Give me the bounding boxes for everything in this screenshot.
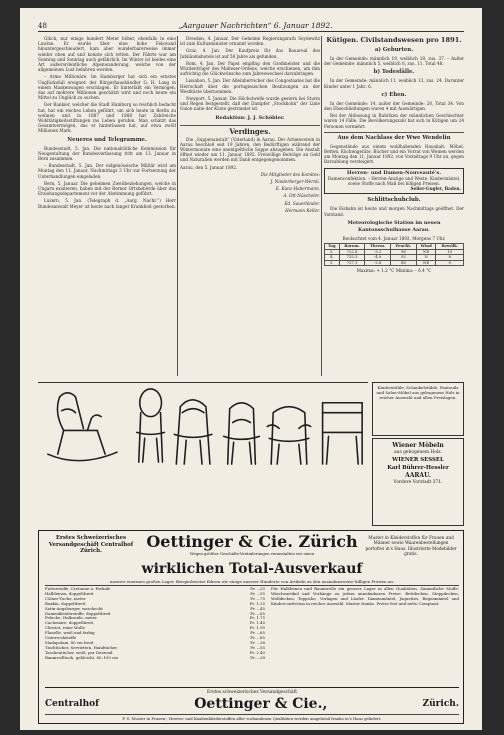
item-name: Peluche, Halbseide, meter: [45, 615, 97, 621]
table-header: Wind: [416, 244, 436, 250]
item-name: Flanelle, weiß und farbig: [45, 630, 95, 636]
rocking-chair-icon: [48, 393, 117, 461]
chairs-illustration: [38, 382, 368, 468]
article-text: Der Bankier, welcher die Stadt Hamburg so reichlich bedacht hat, hat ein reiches Leben geführt, um sich heute in Berlin zu wohnen und in 1887 und 1888 hat Zahlreiche Wohltätigkeitsstiftungen ins Leben gerufen. Man schätzt das Gesamtvermögen, das er hinterlassen hat, auf etwa zwölf Millionen Mark.: [38, 102, 176, 134]
article-text: Glück, nur einige hundert Meter höher, ebenfalls in eine Lawine. Er wurde über eine hohe Felswand hinuntergeschleudert, kam aber wunderbarerweise immer wieder oben auf und konnte sich retten. Der Fährte war am Sonntag und Sonntag auch gefährlich. Im Winter ist beides eine Art außerordentliche Alpenwanderung, welche von der allgemeinen Lust befahren werden.: [38, 36, 176, 73]
civil-registry-heading: Kütigen. Civilstandswesen pro 1891.: [326, 36, 462, 44]
table-row: [325, 260, 464, 266]
column-3: [324, 36, 464, 376]
member: A. Ott-Nüscheler.: [283, 193, 320, 199]
item-name: Buxkin, doppeltbreit: [45, 600, 86, 606]
member: J. Niederberger-Wernli.: [270, 179, 320, 185]
cell: N: [416, 255, 436, 261]
telegram: Graz, 4. Jan. Der Kaufpreis für das Bauareal des Jubiläumshotels ist auf 58 Jahre als gefunden.: [180, 48, 320, 59]
ad-body: Damenconfektion. – Herren-Anzüge und Weste, Kindermäntel, sowie Stoffe nach Maß bei billigen Preisen.: [327, 175, 461, 187]
chair-icon: [137, 389, 165, 462]
club-heading: Schlittschuhclub.: [367, 197, 421, 204]
meteo-subheading: Beobachtet vom 4. Januar 1892, Morgens 7 Uhr.: [342, 235, 446, 241]
table-header: Feucht.: [390, 244, 416, 250]
page-number: 48: [38, 22, 47, 30]
notice-text: Die „Suppenanstalt“ (Vaterland) in Aarau. Der Armenverein in Aarau beschloß seit 19 Jahren, den Bedürftigen während der Wintermonate eine unentgeltliche Suppe abzugeben. Die Anstalt öffnet wieder am 11. Januar 1892. Freiwillige Beiträge an Geld und Naturalien werden mit Dank entgegengenommen.: [180, 136, 320, 163]
item-price: Fr. 2.40: [249, 649, 265, 655]
ad-headline: wirklichen Total-Ausverkauf: [141, 561, 363, 577]
cell: 9: [436, 260, 464, 266]
footer-brand: Oettinger & Cie.,: [194, 696, 328, 712]
price-list: [45, 587, 265, 661]
footer-left: Centralhof: [45, 699, 99, 709]
meteo-extremes: Maxima: + 1.2 °C Minima: – 6.4 °C: [356, 268, 432, 274]
furniture-note: [372, 382, 464, 436]
item-name: Cheviot, reine Wolle: [45, 625, 85, 631]
ad-product: WIENER SESSEL: [392, 457, 444, 463]
page-header: [38, 18, 464, 32]
ad-address: Vordere Vorstadt 371.: [393, 480, 443, 485]
item-name: Madapolam, 80 cm breit: [45, 639, 94, 645]
item-name: Tischtücher, Servietten, Handtücher: [45, 644, 118, 650]
committee-heading: Die Mitglieder des Komites:: [260, 171, 320, 177]
column-1: [38, 36, 176, 376]
table-header: Barom.: [339, 244, 365, 250]
item-price: Fr. –.28: [250, 654, 265, 660]
ad-subtitle: aus gebogenem Holz.: [394, 450, 442, 455]
cell: 92: [390, 255, 416, 261]
item-name: Unterrockstoffe: [45, 635, 77, 641]
ad-title: Wiener Möbeln: [392, 442, 444, 449]
ad-footer-line: Erstes schweizerisches Versandgeschäft: [45, 687, 459, 695]
telegram: Luzern, 5. Jan. (Telegraph d. „Aarg. Nachr.“) Herr Bundesanwalt Meyer ist heute nach langer Krankheit gestorben.: [38, 198, 176, 209]
column-divider: [321, 36, 322, 376]
subheading: c) Ehen.: [381, 91, 407, 98]
chair-icon: [174, 400, 212, 464]
ad-signature: Seiler-Gugler, Baden.: [410, 186, 461, 192]
item-price: Fr. 1.75: [249, 615, 265, 621]
ad-right-text: Für Halbleinen und Baumwolle ein grosses Lager in allen Qualitäten. Sämmtliche Stoffe, Wäscheartikel und Vorhänge zu jedem annehmbaren Preise. Bettdecken, Steppdecken, Wolldecken, Teppiche, Vorlagen und Läufer. Damenmäntel, Jaquettes, Regenmäntel und Kinderconfection in reicher Auswahl. Muster franko. Preise fest und netto Comptant.: [271, 586, 459, 606]
section-heading: Neueres und Telegramme.: [67, 136, 147, 143]
oettinger-advertisement: [38, 530, 464, 724]
item-name: Satin-Augsburger, waschecht: [45, 605, 103, 611]
subheading: a) Geburten.: [374, 47, 414, 53]
cell: -3.2: [365, 249, 390, 255]
item-name: Taschentücher, weiß, per Dutzend: [45, 649, 113, 655]
armchair-icon: [267, 407, 310, 464]
item-price: Fr. 1.95: [249, 625, 265, 631]
cell: 4.: [325, 255, 340, 261]
chair-icon: [224, 403, 260, 464]
item-price: Fr. 1.25: [249, 600, 265, 606]
ad-title: Herren- und Damen-Nouveauté's.: [346, 169, 442, 176]
weather-table: [324, 243, 464, 266]
ad-topright: Muster in Kleiderstoffen für Frauen und Männer sowie Waarenbestellungen portofrei in's Haus. Illustrierte Modebilder gratis.: [365, 535, 457, 557]
telegram: Rom, 4. Jan. Der Papst empfing den Großmeister und die Würdenträger des Malteser-Ordens, welche erschienen, um ihm aufrichtig die Glückwünsche zum Jahreswechsel darzubringen.: [180, 60, 320, 77]
item-price: Fr. –.65: [250, 630, 265, 636]
column-divider: [177, 36, 178, 376]
cell: -4.0: [365, 255, 390, 261]
ad-footer: [45, 696, 459, 712]
meteo-heading: Meteorologische Station im neuen Kantonsschulhause Aarau.: [347, 219, 441, 233]
item-price: Fr. 1.45: [249, 620, 265, 626]
item-price: Fr. –.55: [250, 644, 265, 650]
furniture-note-text: Kinderstühle, Schaukelstühle, Fauteuils und Salon-Möbel aus gebogenem Holz in reicher Auswahl und allen Preislagen.: [376, 385, 460, 400]
ad-city: AARAU.: [405, 472, 431, 479]
item-price: Fr. –.55: [250, 590, 265, 596]
cell: NE: [416, 249, 436, 255]
cell: 5.: [325, 260, 340, 266]
ad-topleft: Erstes Schweizerisches Versandgeschäft Centralhof Zürich.: [48, 535, 134, 555]
member: E. Kunz-Habermann.: [275, 186, 320, 192]
cell: 722.6: [339, 249, 365, 255]
registry-note: Bei der Abfassung in Rubriken der männlichen Geschlechter waren 14 Fälle. Die Bevölkerungszahl hat sich in Kütigen um 24 Personen vermehrt.: [324, 113, 464, 129]
item-price: Fr. –.65: [250, 610, 265, 616]
bench-icon: [323, 403, 363, 464]
cell: 725.3: [339, 255, 365, 261]
notice-heading: Verdinges.: [180, 125, 320, 135]
cell: NE: [416, 260, 436, 266]
item-name: Futterstoffe, Cretonne u. Perkale: [45, 586, 111, 591]
table-header: Bewölk.: [436, 244, 464, 250]
telegram: Dresden, 4. Januar. Der Geheime Regierungsrath Seydewitz ist zum Kultusminister ernannt worden.: [180, 36, 320, 47]
item-price: Fr. –.25: [250, 586, 265, 591]
item-price: Fr. –.45: [250, 605, 265, 611]
ad-heading: Aus dem Nachlass der Wwe Wendelin: [324, 132, 464, 142]
item-name: Damenkleiderstoffe, doppeltbreit: [45, 610, 111, 616]
footer-city: Zürich.: [422, 699, 459, 709]
item-price: Fr. –.38: [250, 639, 265, 645]
cell: 10: [436, 249, 464, 255]
newspaper-page: [20, 8, 482, 730]
ad-text: Gegenstände aus einem wohlhabenden Haushalt: Möbel, Betten, Küchengeräte, Bücher und ein Vorrat von Weinen werden am Montag den 11. Januar 1892, von Vormittags 9 Uhr an, gegen Barzahlung versteigert.: [324, 143, 464, 165]
registry-text: In der Gemeinde: 14, außer der Gemeinde: 20, Total 34. Von den Eheschließungen waren 4 mit Auswärtigen.: [324, 100, 464, 112]
ad-merchant: Karl Bührer-Hessler: [387, 465, 449, 471]
item-price: Fr. –.75: [250, 595, 265, 601]
item-name: Cachemire, doppeltbreit: [45, 620, 94, 626]
telegram: Bundesstadt, 5. Jan. Die nationalrätliche Kommission für Neugestaltung der Bundesverfassung tritt am 13. Januar in Bern zusammen.: [38, 145, 176, 162]
telegram: Bern, 5. Januar. Die geheimen Zweitbeziehungen, welche in Ungarn existieren, haben mit der Berner Ortsbehörde über das Erziehungsdepartement vor der Abstimmung geführt.: [38, 180, 176, 197]
registry-text: In der Gemeinde: männlich 19, weiblich 18, zus. 37. – Außer der Gemeinde: männlich 5, weiblich 6, zus. 11. Total 48.: [324, 56, 464, 67]
table-header: Therm.: [365, 244, 390, 250]
item-price: Fr. –.85: [250, 635, 265, 641]
item-name: Halbleinen, doppeltbreit: [45, 590, 94, 596]
member: Ed. Sauerländer.: [284, 200, 320, 206]
telegram: Newport, 5. Januar. Die Höchstwelle wurde gestern bei Sturm und Regen festgestellt, daß der Dampfer „Stockholm“ der Linie Guion nahe der Küste gestrandet ist.: [180, 96, 320, 112]
telegram: Lissabon, 5. Jan. Der Alleinherrscher des Congostaates hat die Herrschaft über die portugiesischen Besitzungen an der Westküste übernommen.: [180, 78, 320, 94]
club-text: Die Eisbahn ist heute und morgen Nachmittags geöffnet. Der Vorstand.: [324, 206, 464, 217]
column-2: [180, 36, 320, 376]
registry-text: In der Gemeinde: männlich 11, weiblich 13, zus. 24. Darunter Kinder unter 1 Jahr: 6.: [324, 78, 464, 89]
item-name: Baumwolltuch, gebleicht, 80–100 cm: [45, 654, 118, 660]
wiener-moebel-ad: [372, 438, 464, 526]
cell: 727.1: [339, 260, 365, 266]
notice-date: Aarau, den 5. Januar 1892.: [180, 164, 238, 170]
table-header: Tag: [325, 244, 340, 250]
cell: -2.8: [365, 260, 390, 266]
editor-line: Redaktion: J. J. Schöbler.: [215, 114, 285, 121]
article-text: – Arme Millionäre. Im Hamburger hat sich ein ernstes Unglücksfall ereignet: der Bürgerhaushändler G. H. Lang in einem Maskenwagen erschlagen. Er hinterläßt ein Vermögen, das auf mehrere Millionen geschätzt wird und noch heute ein Mittel zu Unglück zu suchen.: [38, 74, 176, 101]
item-name: Cölner-Tuche, meter: [45, 595, 86, 601]
subheading: b) Todesfälle.: [373, 69, 415, 76]
ad-strip: unserer enormen großen Lager. Beispielsweise führen wir einige unserer Hunderte von Artikeln zu den ausnahmsweise billigen Preisen an:: [45, 579, 459, 586]
newspaper-title: „Aargauer Nachrichten“ 6. Januar 1892.: [178, 21, 333, 30]
cell: 3.: [325, 249, 340, 255]
nouveautes-ad: [324, 168, 464, 195]
cell: 88: [390, 260, 416, 266]
price-row: [45, 656, 265, 661]
member: Hermann Keller.: [285, 207, 320, 213]
ad-brand: Oettinger & Cie. Zürich: [146, 532, 358, 551]
telegram: – Bundesstadt, 5. Jan. Der eidgenössische Militär wird am Montag den 11. Januar, Nachmittags 3 Uhr zur Fortsetzung der Unterhandlungen eingeladen.: [38, 163, 176, 179]
ad-fineprint: P. S. Muster in Frauen-, Herren- und Knabenkleiderstoffen aller vorhandenen Qualitäten werden umgehend franko in's Haus geliefert.: [45, 714, 459, 721]
cell: 96: [390, 249, 416, 255]
cell: 8: [436, 255, 464, 261]
ad-subline: Wegen größter Geschäfts-Veränderungen veranstalten wir einen: [189, 551, 315, 556]
